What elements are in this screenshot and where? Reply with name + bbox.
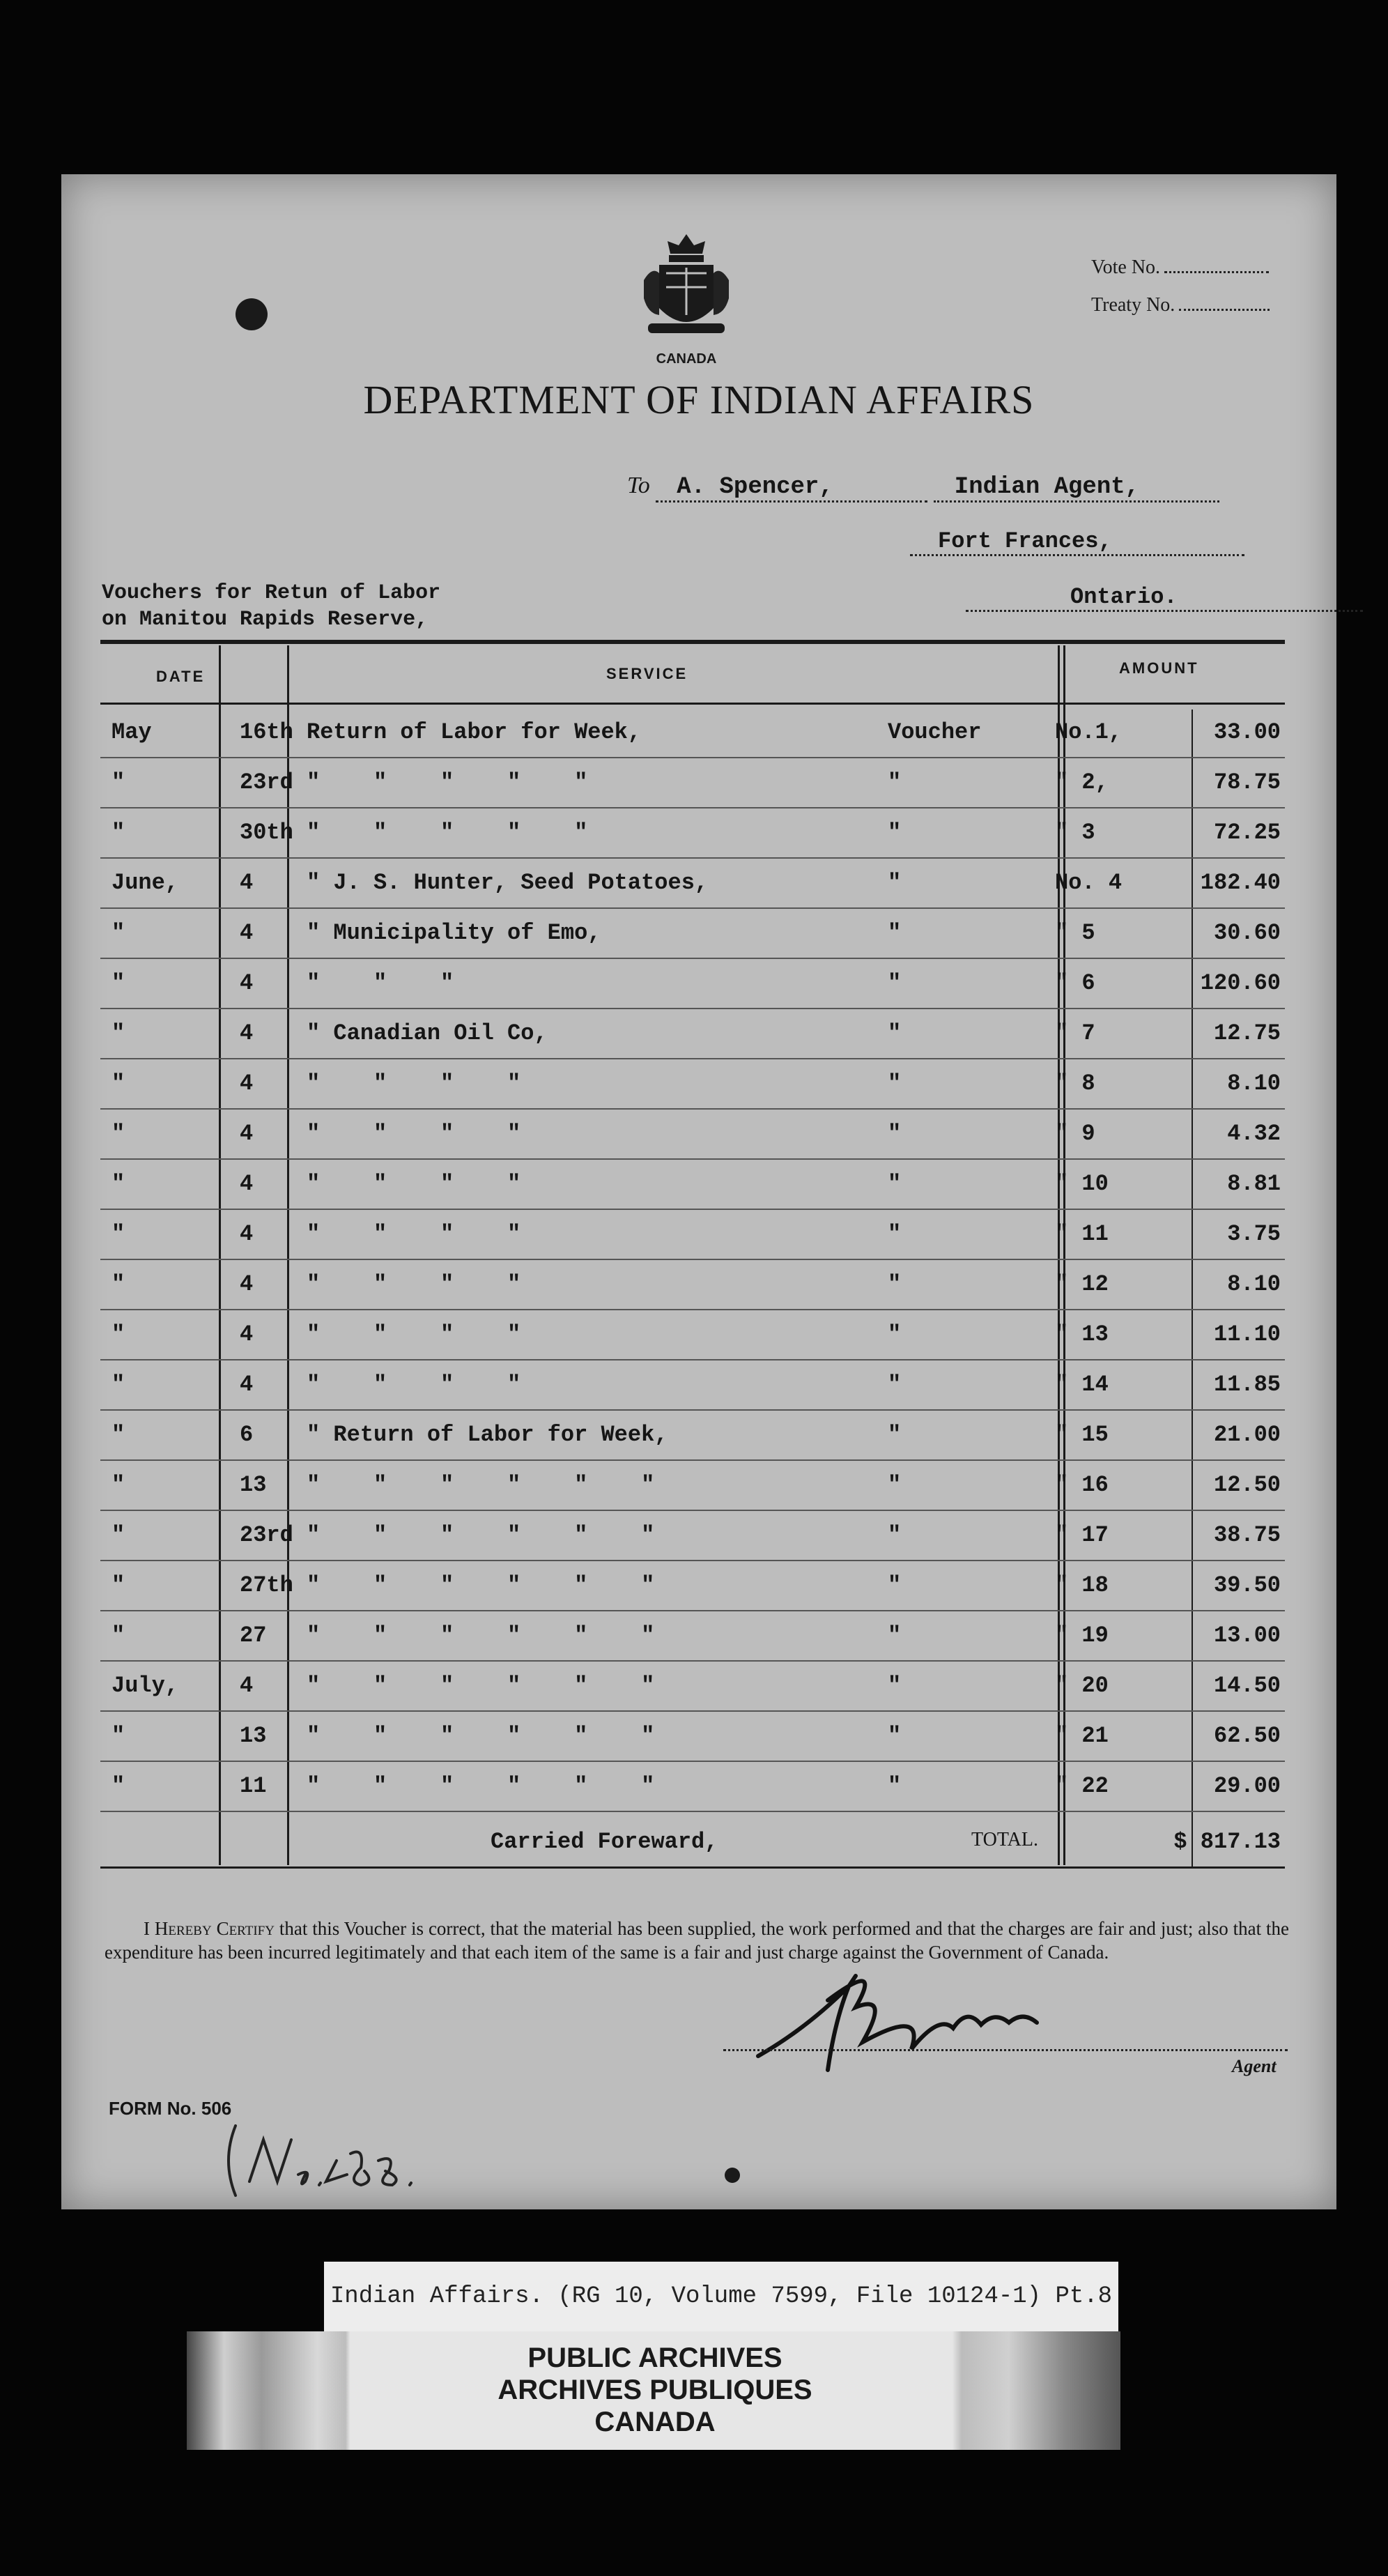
- archive-line-2: ARCHIVES PUBLIQUES: [498, 2375, 812, 2405]
- row-voucher-number: " 22: [1055, 1773, 1109, 1799]
- row-voucher-label: ": [888, 920, 902, 946]
- subject-text: [102, 580, 440, 633]
- row-voucher-number: " 14: [1055, 1372, 1109, 1397]
- header-date: DATE: [156, 668, 206, 685]
- row-voucher-label: ": [888, 769, 902, 795]
- row-month: ": [111, 1372, 125, 1397]
- row-amount: 62.50: [1213, 1723, 1281, 1749]
- row-service: " Canadian Oil Co,: [307, 1020, 548, 1046]
- row-service: " " " " ": [307, 769, 588, 795]
- row-amount: 39.50: [1213, 1572, 1281, 1598]
- row-voucher-number: " 5: [1055, 920, 1095, 946]
- row-amount: 38.75: [1213, 1522, 1281, 1548]
- agent-label: Agent: [1232, 2056, 1277, 2076]
- vote-label: Vote No.: [1091, 256, 1161, 278]
- row-voucher-number: No.1,: [1055, 719, 1123, 745]
- row-voucher-number: " 8: [1055, 1071, 1095, 1096]
- row-day: 11: [240, 1773, 267, 1799]
- row-service: " J. S. Hunter, Seed Potatoes,: [307, 870, 709, 896]
- row-month: ": [111, 820, 125, 845]
- table-row: [100, 1108, 1285, 1160]
- row-service: " " " " " ": [307, 1773, 655, 1799]
- row-voucher-number: " 16: [1055, 1472, 1109, 1498]
- row-day: 4: [240, 1020, 254, 1046]
- table-row: [100, 907, 1285, 959]
- row-amount: 3.75: [1227, 1221, 1281, 1247]
- row-service: " " " " " ": [307, 1623, 655, 1648]
- row-service: " " " " " ": [307, 1673, 655, 1699]
- row-service: " " " " " ": [307, 1472, 655, 1498]
- place-field: [910, 528, 1244, 556]
- row-day: 23rd: [240, 769, 293, 795]
- row-service: " " " ": [307, 1321, 521, 1347]
- row-service: " " " ": [307, 1171, 521, 1197]
- row-voucher-label: ": [888, 1623, 902, 1648]
- row-voucher-number: " 11: [1055, 1221, 1109, 1247]
- row-voucher-number: " 19: [1055, 1623, 1109, 1648]
- row-voucher-label: ": [888, 820, 902, 845]
- row-day: 4: [240, 1221, 254, 1247]
- agent-signature: [744, 1945, 1134, 2080]
- row-month: ": [111, 920, 125, 946]
- row-month: ": [111, 1773, 125, 1799]
- row-day: 13: [240, 1472, 267, 1498]
- row-month: ": [111, 1522, 125, 1548]
- to-label: To: [627, 473, 650, 498]
- row-amount: 8.10: [1227, 1071, 1281, 1096]
- row-amount: 12.50: [1213, 1472, 1281, 1498]
- addressee-name: A. Spencer,: [677, 474, 833, 500]
- row-month: June,: [111, 870, 179, 896]
- row-amount: 8.10: [1227, 1271, 1281, 1297]
- form-number: FORM No. 506: [109, 2098, 232, 2119]
- table-row: [100, 1660, 1285, 1712]
- subject-line-1: Vouchers for Retun of Labor: [102, 581, 441, 605]
- carried-forward-label: Carried Foreward,: [491, 1829, 718, 1855]
- row-day: 23rd: [240, 1522, 293, 1548]
- archive-line-1: PUBLIC ARCHIVES: [527, 2343, 782, 2373]
- row-voucher-number: " 9: [1055, 1121, 1095, 1147]
- row-service: " " " ": [307, 1271, 521, 1297]
- row-day: 4: [240, 1673, 254, 1699]
- province-field: [966, 584, 1363, 612]
- row-voucher-label: ": [888, 1422, 902, 1448]
- row-service: " " " ": [307, 1372, 521, 1397]
- row-month: ": [111, 1623, 125, 1648]
- row-voucher-label: ": [888, 1522, 902, 1548]
- row-voucher-label: ": [888, 1020, 902, 1046]
- row-voucher-label: ": [888, 1773, 902, 1799]
- row-amount: 78.75: [1213, 769, 1281, 795]
- row-voucher-label: ": [888, 1372, 902, 1397]
- row-day: 4: [240, 870, 254, 896]
- row-month: ": [111, 1171, 125, 1197]
- punch-hole: [236, 298, 268, 330]
- row-service: " " " " ": [307, 820, 588, 845]
- row-month: ": [111, 970, 125, 996]
- row-day: 4: [240, 970, 254, 996]
- department-title: DEPARTMENT OF INDIAN AFFAIRS: [363, 377, 1035, 422]
- table-row: [100, 1459, 1285, 1511]
- table-row: [100, 1610, 1285, 1662]
- row-service: " " " " " ": [307, 1522, 655, 1548]
- row-amount: 4.32: [1227, 1121, 1281, 1147]
- row-voucher-number: " 2,: [1055, 769, 1109, 795]
- row-voucher-label: ": [888, 1121, 902, 1147]
- row-voucher-number: " 10: [1055, 1171, 1109, 1197]
- row-day: 27th: [240, 1572, 293, 1598]
- archive-line-3: CANADA: [594, 2407, 716, 2437]
- header-amount: AMOUNT: [1119, 659, 1199, 677]
- row-voucher-number: " 12: [1055, 1271, 1109, 1297]
- row-day: 16th: [240, 719, 293, 745]
- total-label: TOTAL.: [971, 1829, 1039, 1850]
- row-day: 4: [240, 1071, 254, 1096]
- row-amount: 13.00: [1213, 1623, 1281, 1648]
- row-day: 27: [240, 1623, 267, 1648]
- row-voucher-number: No. 4: [1055, 870, 1123, 896]
- row-month: ": [111, 1321, 125, 1347]
- row-day: 4: [240, 1271, 254, 1297]
- handwritten-note: [215, 2119, 424, 2206]
- row-amount: 21.00: [1213, 1422, 1281, 1448]
- header-service: SERVICE: [606, 665, 688, 682]
- row-day: 4: [240, 1372, 254, 1397]
- table-row: [100, 1008, 1285, 1059]
- row-amount: 14.50: [1213, 1673, 1281, 1699]
- row-month: ": [111, 769, 125, 795]
- row-service: " " " " " ": [307, 1723, 655, 1749]
- row-service: " " " ": [307, 1071, 521, 1096]
- row-day: 4: [240, 1121, 254, 1147]
- row-voucher-number: " 18: [1055, 1572, 1109, 1598]
- table-row: [100, 1259, 1285, 1310]
- archive-reference-label: Indian Affairs. (RG 10, Volume 7599, File 10124-1) Pt.8: [324, 2262, 1118, 2331]
- row-amount: 8.81: [1227, 1171, 1281, 1197]
- table-row: [100, 1510, 1285, 1561]
- treaty-label: Treaty No.: [1091, 294, 1175, 316]
- row-voucher-label: ": [888, 1572, 902, 1598]
- row-day: 4: [240, 1171, 254, 1197]
- row-amount: 29.00: [1213, 1773, 1281, 1799]
- voucher-table: [100, 640, 1285, 1894]
- row-voucher-label: ": [888, 1171, 902, 1197]
- subject-line-2: on Manitou Rapids Reserve,: [102, 608, 429, 631]
- row-amount: 30.60: [1213, 920, 1281, 946]
- total-amount: $ 817.13: [1173, 1829, 1281, 1855]
- row-service: " " " ": [307, 1221, 521, 1247]
- row-voucher-label: ": [888, 1673, 902, 1699]
- province-value: Ontario.: [1070, 584, 1178, 610]
- row-month: May: [111, 719, 152, 745]
- row-voucher-label: ": [888, 970, 902, 996]
- table-row: [100, 1309, 1285, 1360]
- table-row: [100, 1359, 1285, 1411]
- row-month: ": [111, 1071, 125, 1096]
- row-voucher-number: " 20: [1055, 1673, 1109, 1699]
- row-month: ": [111, 1572, 125, 1598]
- table-row: [100, 1560, 1285, 1611]
- row-voucher-number: " 15: [1055, 1422, 1109, 1448]
- row-month: ": [111, 1271, 125, 1297]
- ink-spot: [725, 2168, 740, 2183]
- row-voucher-label: ": [888, 1221, 902, 1247]
- table-row: [100, 1158, 1285, 1210]
- row-day: 6: [240, 1422, 254, 1448]
- row-voucher-label: ": [888, 1723, 902, 1749]
- row-day: 30th: [240, 820, 293, 845]
- table-row: [100, 807, 1285, 859]
- row-amount: 12.75: [1213, 1020, 1281, 1046]
- table-row: [100, 757, 1285, 808]
- row-month: ": [111, 1472, 125, 1498]
- row-month: ": [111, 1422, 125, 1448]
- row-service: " Municipality of Emo,: [307, 920, 601, 946]
- addressee-line: [627, 473, 1219, 503]
- table-row: [100, 707, 1285, 758]
- row-month: July,: [111, 1673, 179, 1699]
- place-value: Fort Frances,: [938, 528, 1112, 554]
- row-amount: 11.10: [1213, 1321, 1281, 1347]
- voucher-sheet: [61, 174, 1336, 2209]
- row-amount: 120.60: [1200, 970, 1281, 996]
- vote-treaty-block: [1091, 256, 1270, 332]
- row-service: " Return of Labor for Week,: [307, 1422, 668, 1448]
- row-voucher-number: " 13: [1055, 1321, 1109, 1347]
- row-month: ": [111, 1221, 125, 1247]
- row-voucher-label: Voucher: [888, 719, 982, 745]
- row-voucher-number: " 17: [1055, 1522, 1109, 1548]
- table-row: [100, 1409, 1285, 1461]
- table-row: [100, 1058, 1285, 1110]
- row-voucher-number: " 3: [1055, 820, 1095, 845]
- table-row: [100, 1710, 1285, 1762]
- crest-caption: CANADA: [656, 351, 717, 367]
- row-day: 13: [240, 1723, 267, 1749]
- row-service: " " " ": [307, 1121, 521, 1147]
- row-amount: 11.85: [1213, 1372, 1281, 1397]
- row-voucher-label: ": [888, 1321, 902, 1347]
- archive-stamp: [376, 2342, 934, 2438]
- total-row: [100, 1816, 1285, 1869]
- row-month: ": [111, 1020, 125, 1046]
- row-month: ": [111, 1121, 125, 1147]
- row-voucher-number: " 7: [1055, 1020, 1095, 1046]
- row-voucher-label: ": [888, 1071, 902, 1096]
- row-voucher-label: ": [888, 870, 902, 896]
- table-row: [100, 1761, 1285, 1812]
- agent-signature-line: [723, 2049, 1288, 2051]
- certify-body: that this Voucher is correct, that the material has been supplied, the work performed and that the charges are fair and just; also that the expenditure has been incurred legitimately and that each item of the same is a fair and just charge against the Government of Canada.: [105, 1918, 1290, 1963]
- row-day: 4: [240, 920, 254, 946]
- row-month: ": [111, 1723, 125, 1749]
- row-voucher-number: " 21: [1055, 1723, 1109, 1749]
- row-amount: 182.40: [1200, 870, 1281, 896]
- row-voucher-label: ": [888, 1271, 902, 1297]
- row-amount: 72.25: [1213, 820, 1281, 845]
- row-amount: 33.00: [1213, 719, 1281, 745]
- row-voucher-label: ": [888, 1472, 902, 1498]
- row-day: 4: [240, 1321, 254, 1347]
- certify-lead: I Hereby Certify: [144, 1918, 275, 1939]
- row-voucher-number: " 6: [1055, 970, 1095, 996]
- canada-crest-icon: [638, 231, 734, 367]
- row-service: Return of Labor for Week,: [307, 719, 642, 745]
- table-row: [100, 1209, 1285, 1260]
- table-row: [100, 958, 1285, 1009]
- row-service: " " " " " ": [307, 1572, 655, 1598]
- addressee-title: Indian Agent,: [954, 474, 1140, 500]
- row-service: " " ": [307, 970, 454, 996]
- table-row: [100, 857, 1285, 909]
